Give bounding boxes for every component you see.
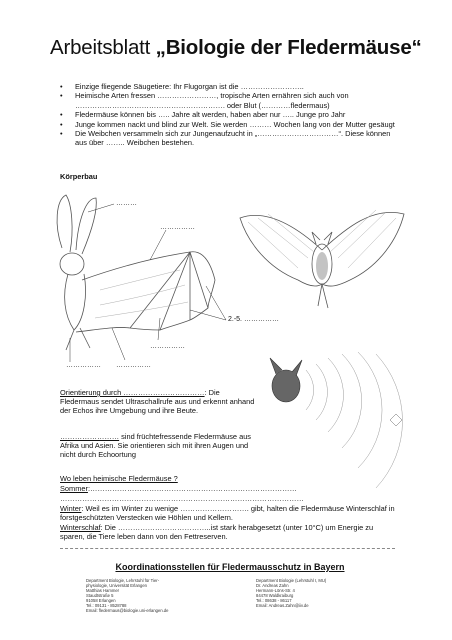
echolocation-illustration bbox=[262, 350, 412, 500]
address-line: Matthias Hammer bbox=[86, 588, 120, 593]
lebensraum-question: Wo leben heimische Fledermäuse ? bbox=[60, 474, 178, 483]
page-title bbox=[50, 36, 422, 60]
winter-label: Winter bbox=[60, 504, 82, 513]
answer-line: ……………………………………………………………………………………… bbox=[60, 494, 304, 503]
address-line: Email: fledermaus@biologie.uni-erlangen.de bbox=[86, 608, 169, 613]
flying-bat-illustration bbox=[238, 188, 406, 318]
address-line: Department Biologie (Lehrstuhl I, MU) bbox=[256, 578, 327, 583]
address-line: Hermann-Löns-Str. 4 bbox=[256, 588, 295, 593]
label-mid: …………… bbox=[150, 343, 185, 350]
orientierung-text: : Die Fledermaus sendet Ultraschallrufe aus und erkennt anhand der Echos ihre Umgebung und ihre Beute. bbox=[60, 388, 255, 416]
list-item: • Heimische Arten fressen ……………………, tropische Arten ernähren sich auch von ……………………………………………………. oder Blut (…………fledermaus) bbox=[60, 91, 400, 110]
orientierung-heading: Orientierung durch …………………………… bbox=[60, 388, 205, 397]
sommer-label: Sommer bbox=[60, 484, 88, 493]
address-line: Tel.: 09131 - 8528788 bbox=[86, 603, 127, 608]
address-line: physiologie, Universität Erlangen bbox=[86, 583, 147, 588]
address-right bbox=[256, 578, 326, 608]
fruchtfresser-text: sind früchtefressende Fledermäuse aus Afrika und Asien. Sie orientieren sich mit ihren Augen und nicht durch Echoortung bbox=[60, 432, 251, 460]
address-line: 84478 Waldkraiburg bbox=[256, 593, 294, 598]
label-top: ……… bbox=[116, 200, 137, 207]
label-bottom-left: …………… bbox=[66, 362, 101, 369]
orientierung-paragraph bbox=[60, 388, 260, 416]
sommer-line bbox=[60, 484, 297, 493]
list-item: • Fledermäuse können bis ….. Jahre alt werden, haben aber nur ….. Junge pro Jahr bbox=[60, 110, 400, 119]
address-line: Department Biologie, Lehrstuhl für Tier- bbox=[86, 578, 160, 583]
winter-paragraph bbox=[60, 504, 395, 522]
address-line: Dr. Andreas Zahn bbox=[256, 583, 289, 588]
divider bbox=[60, 548, 395, 549]
footer-heading: Koordinationsstellen für Fledermausschutz in Bayern bbox=[115, 562, 345, 572]
list-item: • Junge kommen nackt und blind zur Welt. Sie werden ……… Wochen lang von der Mutter gesäugt bbox=[60, 120, 400, 129]
label-arm: …………… bbox=[160, 224, 195, 231]
fruchtfresser-paragraph bbox=[60, 432, 260, 460]
fruchtfresser-blank: …………………… bbox=[60, 432, 120, 441]
winterschlaf-paragraph bbox=[60, 523, 395, 541]
title-bold: „Biologie der Fledermäuse“ bbox=[155, 36, 422, 59]
list-item: • Die Weibchen versammeln sich zur Jungenaufzucht in „……………………………“. Diese können aus über …….. Weibchen bestehen. bbox=[60, 129, 400, 148]
koerperbau-heading: Körperbau bbox=[60, 172, 98, 181]
address-line: 91058 Erlangen bbox=[86, 598, 116, 603]
fact-list bbox=[60, 82, 400, 148]
label-fingers: 2.-5. …………… bbox=[228, 316, 279, 323]
address-line: Staudtstraße 5 bbox=[86, 593, 114, 598]
address-left bbox=[86, 578, 168, 613]
list-item: • Einzige fliegende Säugetiere: Ihr Flugorgan ist die …………………….. bbox=[60, 82, 400, 91]
winterschlaf-label: Winterschlaf bbox=[60, 523, 101, 532]
address-line: Tel.: 08638 - 86117 bbox=[256, 598, 292, 603]
address-line: Email: Andreas.Zahn@iiv.de bbox=[256, 603, 309, 608]
label-bottom-mid: …………… bbox=[116, 362, 151, 369]
winter-text: : Weil es im Winter zu wenige ………………………. gibt, halten die Fledermäuse Winterschlaf in forstgeschützten Verstecken wie Höhlen und Kellern. bbox=[60, 504, 395, 523]
bat-anatomy-sketch bbox=[40, 190, 240, 360]
sommer-text: :………………………………………………………………………… bbox=[87, 484, 297, 493]
title-plain: Arbeitsblatt bbox=[50, 36, 156, 59]
winterschlaf-text: : Die ………………………………..ist stark herabgesetzt (unter 10°C) um Energie zu sparen, die Tiere leben dann von den Fettreserven. bbox=[60, 523, 374, 542]
